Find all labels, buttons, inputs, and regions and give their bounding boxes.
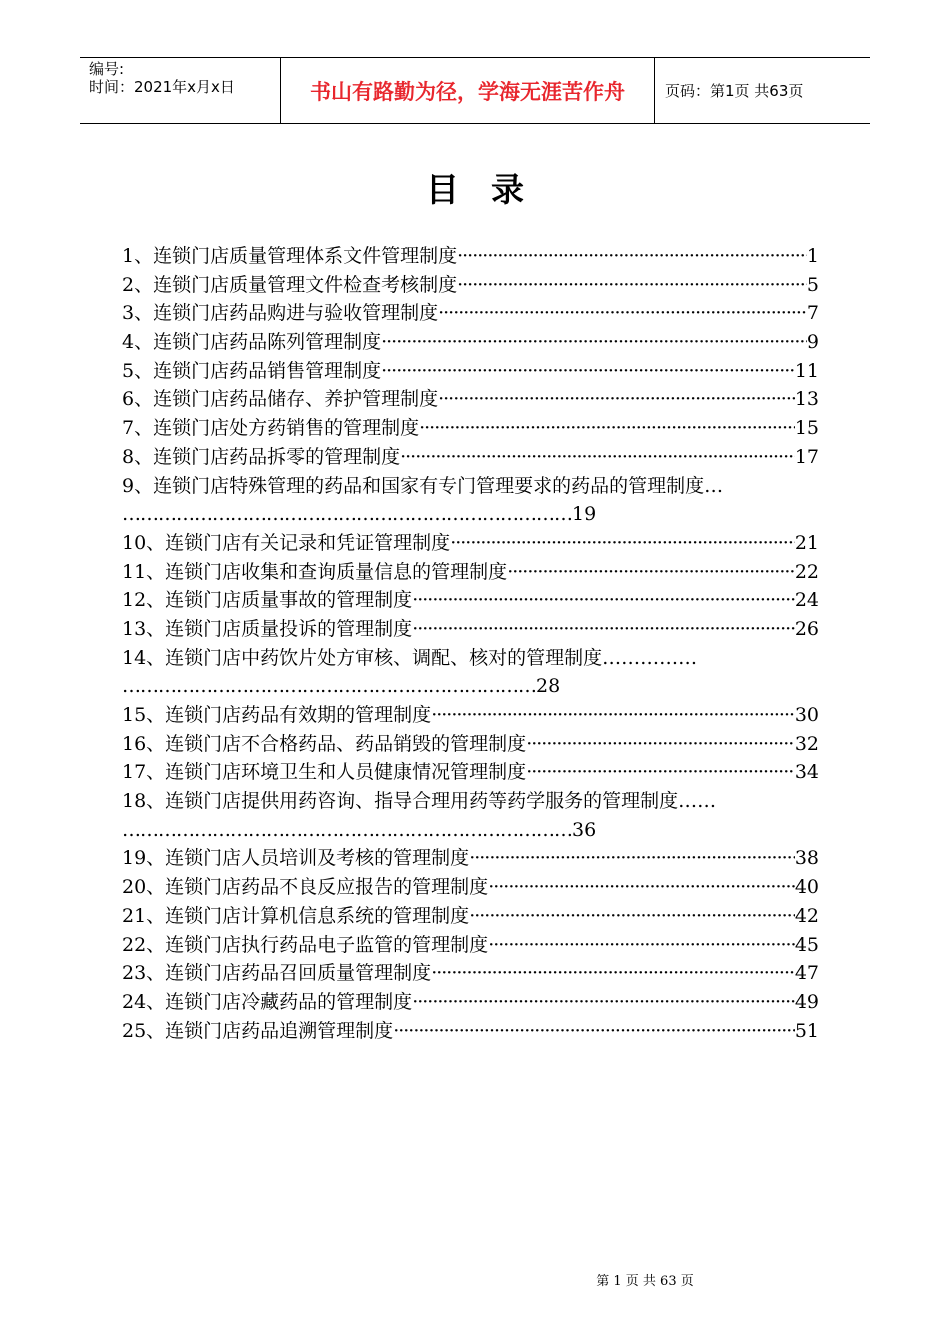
toc-entry[interactable]	[122, 730, 827, 759]
toc-entry[interactable]	[122, 385, 827, 414]
toc-entry-title: 13、连锁门店质量投诉的管理制度	[122, 617, 413, 640]
toc-entry-title: 20、连锁门店药品不良反应报告的管理制度	[122, 876, 489, 899]
toc-leader-dots: …………………………………………………………………	[122, 818, 572, 841]
toc-entry-title: 25、连锁门店药品追溯管理制度	[122, 1019, 394, 1042]
toc-leader-dots	[450, 529, 795, 558]
toc-page-number: 36	[572, 818, 597, 841]
toc-entry-title: 2、连锁门店质量管理文件检查考核制度	[122, 273, 458, 296]
toc-page-number: 17	[794, 445, 819, 468]
toc-page-number: 28	[536, 675, 561, 698]
toc-entry[interactable]	[122, 787, 827, 844]
toc-entry[interactable]	[122, 414, 827, 443]
toc-page-number: 42	[794, 904, 819, 927]
toc-leader-dots	[393, 1017, 795, 1046]
toc-page-number: 5	[806, 273, 819, 296]
header-motto: 书山有路勤为径，学海无涯苦作舟	[281, 58, 655, 123]
page-title: 目录	[426, 170, 556, 209]
toc-entry-continuation	[122, 816, 827, 845]
toc-page-number: 38	[794, 847, 819, 870]
toc-entry-title: 18、连锁门店提供用药咨询、指导合理用药等药学服务的管理制度……	[122, 790, 717, 813]
toc-entry[interactable]	[122, 529, 827, 558]
toc-entry[interactable]	[122, 615, 827, 644]
toc-entry-title: 8、连锁门店药品拆零的管理制度	[122, 445, 401, 468]
toc-entry[interactable]	[122, 988, 827, 1017]
toc-entry-title: 7、连锁门店处方药销售的管理制度	[122, 417, 420, 440]
toc-page-number: 47	[794, 962, 819, 985]
toc-entry-title: 14、连锁门店中药饮片处方审核、调配、核对的管理制度……………	[122, 646, 698, 669]
toc-page-number: 7	[806, 302, 819, 325]
toc-entry-title: 22、连锁门店执行药品电子监管的管理制度	[122, 933, 489, 956]
toc-leader-dots	[431, 959, 795, 988]
toc-entry[interactable]	[122, 472, 827, 529]
toc-entry-title: 24、连锁门店冷藏药品的管理制度	[122, 990, 413, 1013]
toc-entry[interactable]	[122, 586, 827, 615]
toc-entry-title: 5、连锁门店药品销售管理制度	[122, 359, 382, 382]
toc-page-number: 34	[794, 761, 819, 784]
toc-entry-title: 4、连锁门店药品陈列管理制度	[122, 331, 382, 354]
toc-leader-dots	[381, 357, 795, 386]
header-page-info: 页码：第1页 共63页	[665, 82, 804, 100]
toc-leader-dots: ……………………………………………………………	[122, 675, 536, 698]
toc-entry[interactable]	[122, 1017, 827, 1046]
time-label: 时间：2021年x月x日	[89, 78, 235, 96]
toc-entry-title: 19、连锁门店人员培训及考核的管理制度	[122, 847, 470, 870]
toc-entry-title: 21、连锁门店计算机信息系统的管理制度	[122, 904, 470, 927]
toc-page-number: 13	[794, 388, 819, 411]
toc-leader-dots	[412, 988, 795, 1017]
toc-entry[interactable]	[122, 902, 827, 931]
toc-entry-title: 17、连锁门店环境卫生和人员健康情况管理制度	[122, 761, 527, 784]
toc-entry-continuation	[122, 672, 827, 701]
toc-leader-dots	[400, 443, 795, 472]
toc-entry-title: 12、连锁门店质量事故的管理制度	[122, 589, 413, 612]
toc-entry[interactable]	[122, 844, 827, 873]
toc-entry[interactable]	[122, 558, 827, 587]
toc-leader-dots	[438, 299, 807, 328]
toc-leader-dots	[419, 414, 795, 443]
toc-leader-dots	[412, 615, 795, 644]
toc-leader-dots	[488, 931, 795, 960]
toc-leader-dots	[526, 730, 795, 759]
toc-entry-title: 1、连锁门店质量管理体系文件管理制度	[122, 245, 458, 267]
toc-entry-title: 15、连锁门店药品有效期的管理制度	[122, 704, 432, 726]
toc-page-number: 22	[794, 560, 819, 583]
toc-page-number: 40	[794, 876, 819, 899]
toc-entry[interactable]	[122, 931, 827, 960]
toc-entry[interactable]	[122, 242, 827, 271]
toc-entry-title: 23、连锁门店药品召回质量管理制度	[122, 962, 432, 985]
toc-page-number: 1	[806, 245, 819, 267]
toc-entry-title: 11、连锁门店收集和查询质量信息的管理制度	[122, 560, 508, 583]
toc-page-number: 9	[806, 331, 819, 354]
toc-page-number: 21	[794, 531, 819, 554]
toc-entry[interactable]	[122, 443, 827, 472]
toc-page-number: 26	[794, 617, 819, 640]
toc-page-number: 49	[794, 990, 819, 1013]
toc-entry[interactable]	[122, 644, 827, 701]
toc-leader-dots	[457, 271, 807, 300]
table-of-contents	[122, 242, 827, 1045]
toc-entry[interactable]	[122, 959, 827, 988]
page-header	[80, 57, 870, 124]
toc-entry-title: 10、连锁门店有关记录和凭证管理制度	[122, 531, 451, 554]
toc-page-number: 30	[794, 704, 819, 726]
toc-leader-dots	[457, 242, 807, 271]
toc-page-number: 11	[794, 359, 819, 382]
toc-entry[interactable]	[122, 701, 827, 730]
toc-leader-dots	[507, 558, 795, 587]
toc-leader-dots	[469, 844, 795, 873]
toc-page-number: 24	[794, 589, 819, 612]
header-meta	[80, 58, 281, 123]
toc-entry[interactable]	[122, 299, 827, 328]
toc-entry-title: 6、连锁门店药品储存、养护管理制度	[122, 388, 439, 411]
page-footer: 第 1 页 共 63 页	[596, 1274, 694, 1289]
toc-leader-dots	[488, 873, 795, 902]
toc-entry[interactable]	[122, 873, 827, 902]
toc-entry[interactable]	[122, 271, 827, 300]
toc-page-number: 51	[794, 1019, 819, 1042]
toc-entry-title: 9、连锁门店特殊管理的药品和国家有专门管理要求的药品的管理制度…	[122, 474, 724, 497]
toc-entry[interactable]	[122, 357, 827, 386]
toc-entry-title: 16、连锁门店不合格药品、药品销毁的管理制度	[122, 732, 527, 755]
toc-page-number: 32	[794, 732, 819, 755]
toc-entry-title: 3、连锁门店药品购进与验收管理制度	[122, 302, 439, 325]
toc-leader-dots	[381, 328, 807, 357]
number-label: 编号:	[89, 60, 125, 78]
toc-leader-dots: …………………………………………………………………	[122, 503, 572, 526]
toc-entry[interactable]	[122, 328, 827, 357]
toc-leader-dots	[526, 758, 795, 787]
toc-page-number: 19	[572, 503, 597, 526]
toc-leader-dots	[431, 701, 795, 730]
toc-entry-continuation	[122, 500, 827, 529]
toc-leader-dots	[469, 902, 795, 931]
toc-leader-dots	[412, 586, 795, 615]
toc-leader-dots	[438, 385, 795, 414]
toc-entry[interactable]	[122, 758, 827, 787]
toc-page-number: 15	[794, 417, 819, 440]
toc-page-number: 45	[794, 933, 819, 956]
